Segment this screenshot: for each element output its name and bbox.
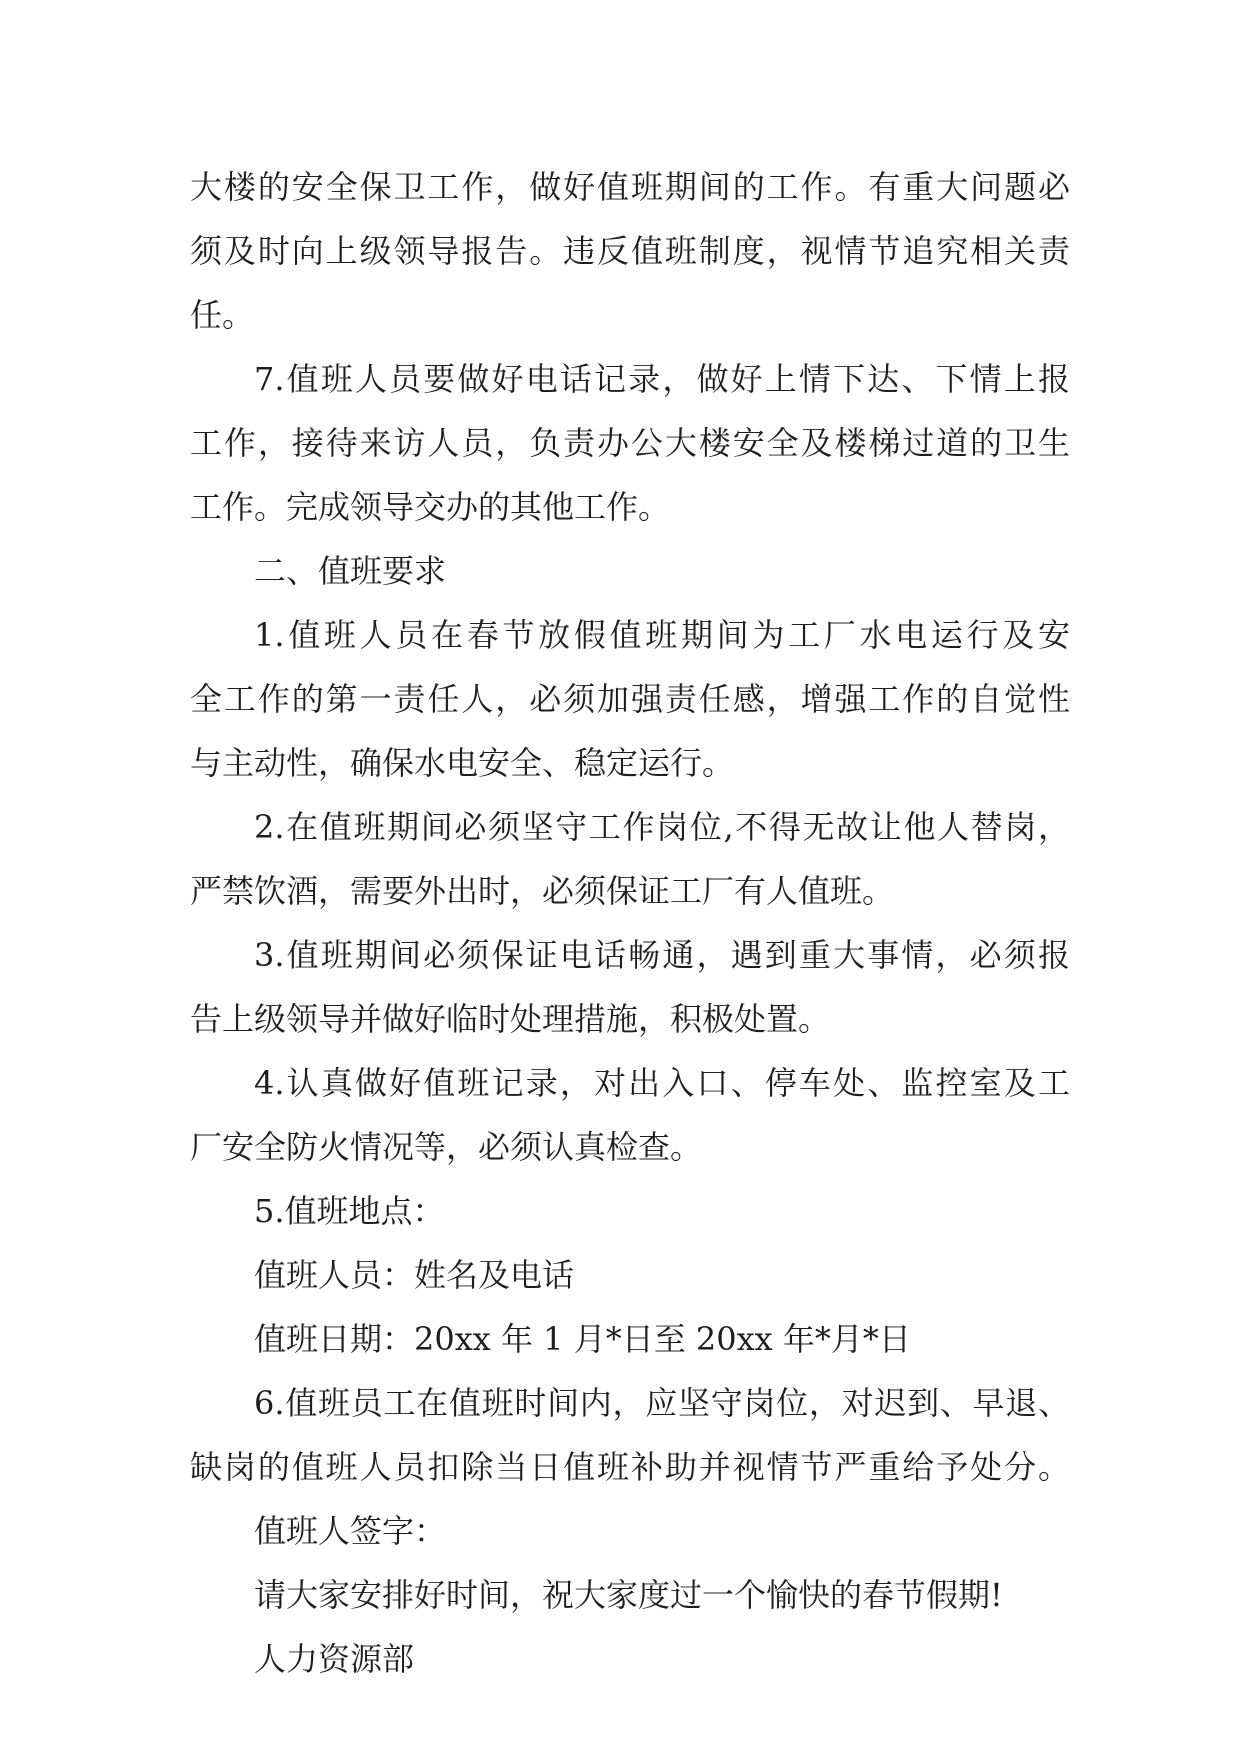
paragraph-line: 4.认真做好值班记录，对出入口、停车处、监控室及工 [254, 1064, 1070, 1102]
department-name: 人力资源部 [254, 1640, 415, 1678]
paragraph-line: 值班日期：20xx 年 1 月*日至 20xx 年*月*日 [254, 1320, 911, 1358]
closing-line: 请大家安排好时间，祝大家度过一个愉快的春节假期! [254, 1576, 1003, 1614]
paragraph-line: 工作。完成领导交办的其他工作。 [190, 488, 671, 526]
paragraph-line: 严禁饮酒，需要外出时，必须保证工厂有人值班。 [190, 872, 895, 910]
paragraph-line: 告上级领导并做好临时处理措施，积极处置。 [190, 1000, 831, 1038]
paragraph-line: 缺岗的值班人员扣除当日值班补助并视情节严重给予处分。 [190, 1448, 1070, 1486]
paragraph-line: 与主动性，确保水电安全、稳定运行。 [190, 744, 735, 782]
paragraph-line: 任。 [190, 296, 255, 334]
paragraph-line: 工作，接待来访人员，负责办公大楼安全及楼梯过道的卫生 [190, 424, 1070, 462]
section-heading: 二、值班要求 [254, 552, 447, 590]
paragraph-line: 须及时向上级领导报告。违反值班制度，视情节追究相关责 [190, 232, 1070, 270]
paragraph-line: 全工作的第一责任人，必须加强责任感，增强工作的自觉性 [190, 680, 1070, 718]
paragraph-line: 1.值班人员在春节放假值班期间为工厂水电运行及安 [254, 616, 1070, 654]
paragraph-line: 3.值班期间必须保证电话畅通，遇到重大事情，必须报 [254, 936, 1070, 974]
paragraph-line: 7.值班人员要做好电话记录，做好上情下达、下情上报 [254, 360, 1070, 398]
paragraph-line: 6.值班员工在值班时间内，应坚守岗位，对迟到、早退、 [254, 1384, 1070, 1422]
document-body [190, 160, 1070, 1686]
paragraph-line: 值班人员：姓名及电话 [254, 1256, 575, 1294]
paragraph-line: 大楼的安全保卫工作，做好值班期间的工作。有重大问题必 [190, 168, 1070, 206]
paragraph-line: 厂安全防火情况等，必须认真检查。 [190, 1128, 703, 1166]
signature-label: 值班人签字： [254, 1512, 447, 1550]
paragraph-line: 5.值班地点： [254, 1192, 445, 1230]
paragraph-line: 2.在值班期间必须坚守工作岗位,不得无故让他人替岗， [254, 808, 1070, 846]
